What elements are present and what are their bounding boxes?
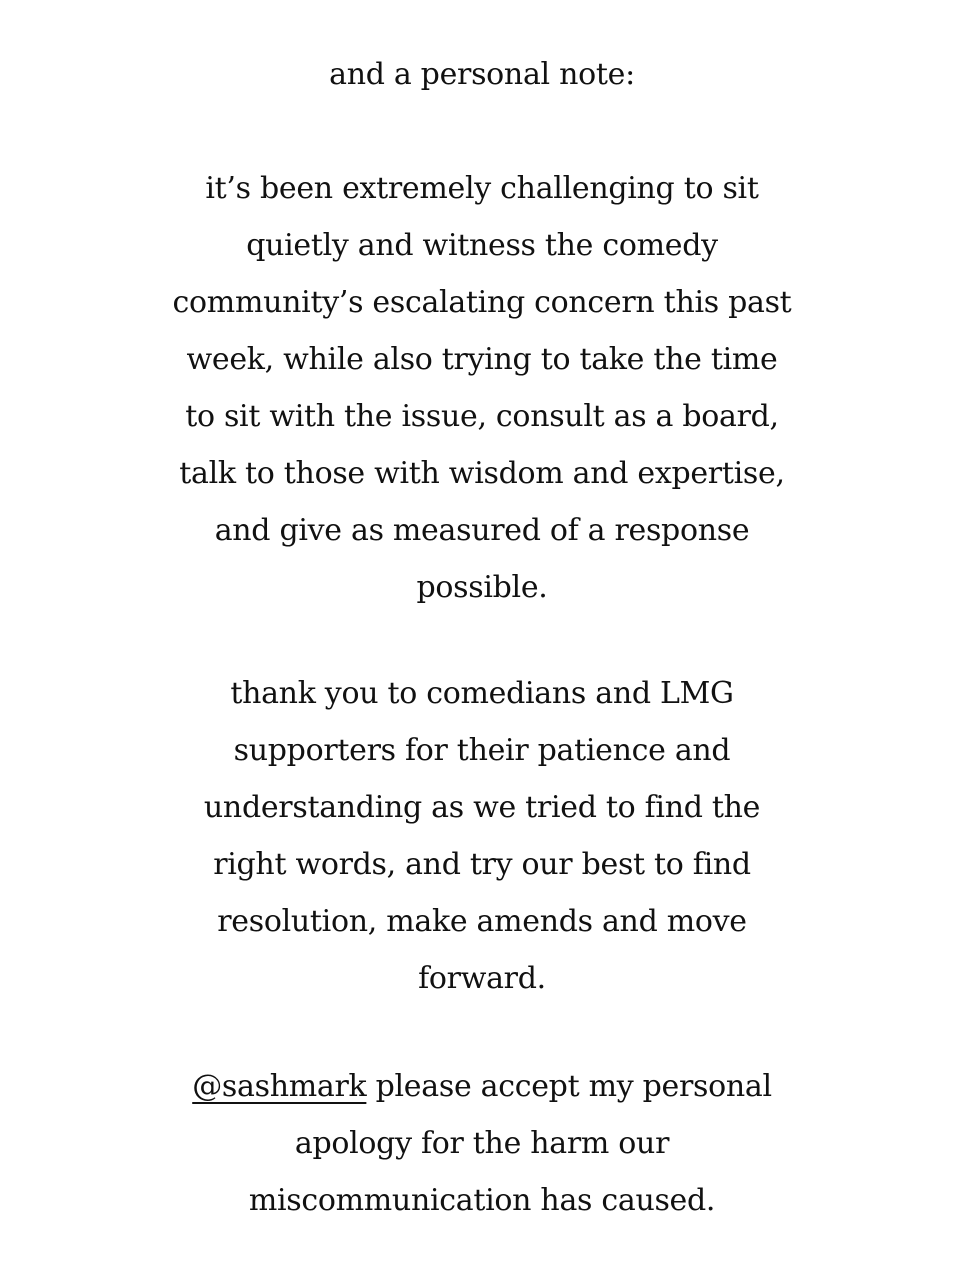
paragraph3-line-1 bbox=[0, 1059, 964, 1115]
paragraph1-line-8: possible. bbox=[416, 570, 548, 605]
paragraph2-line-6: forward. bbox=[418, 961, 546, 996]
paragraph1-line-4: week, while also trying to take the time bbox=[186, 342, 778, 377]
paragraph1-line-2: quietly and witness the comedy bbox=[246, 228, 718, 263]
paragraph3-line-3: miscommunication has caused. bbox=[248, 1183, 716, 1218]
paragraph2-line-4: right words, and try our best to find bbox=[213, 847, 751, 882]
paragraph1-line-1: it’s been extremely challenging to sit bbox=[205, 171, 759, 206]
paragraph2-line-3: understanding as we tried to find the bbox=[203, 790, 761, 825]
paragraph2-line-2: supporters for their patience and bbox=[233, 733, 731, 768]
paragraph2-line-5: resolution, make amends and move bbox=[217, 904, 747, 939]
paragraph1-line-3: community’s escalating concern this past bbox=[172, 285, 792, 320]
paragraph1-line-7: and give as measured of a response bbox=[214, 513, 750, 548]
paragraph2-line-1: thank you to comedians and LMG bbox=[230, 676, 734, 711]
paragraph3-line-1-rest: please accept my personal bbox=[366, 1069, 772, 1104]
paragraph3-line-2: apology for the harm our bbox=[294, 1126, 670, 1161]
heading-line: and a personal note: bbox=[329, 57, 635, 92]
mention-link[interactable]: @sashmark bbox=[192, 1069, 367, 1104]
paragraph1-line-5: to sit with the issue, consult as a board, bbox=[185, 399, 779, 434]
paragraph1-line-6: talk to those with wisdom and expertise, bbox=[179, 456, 785, 491]
